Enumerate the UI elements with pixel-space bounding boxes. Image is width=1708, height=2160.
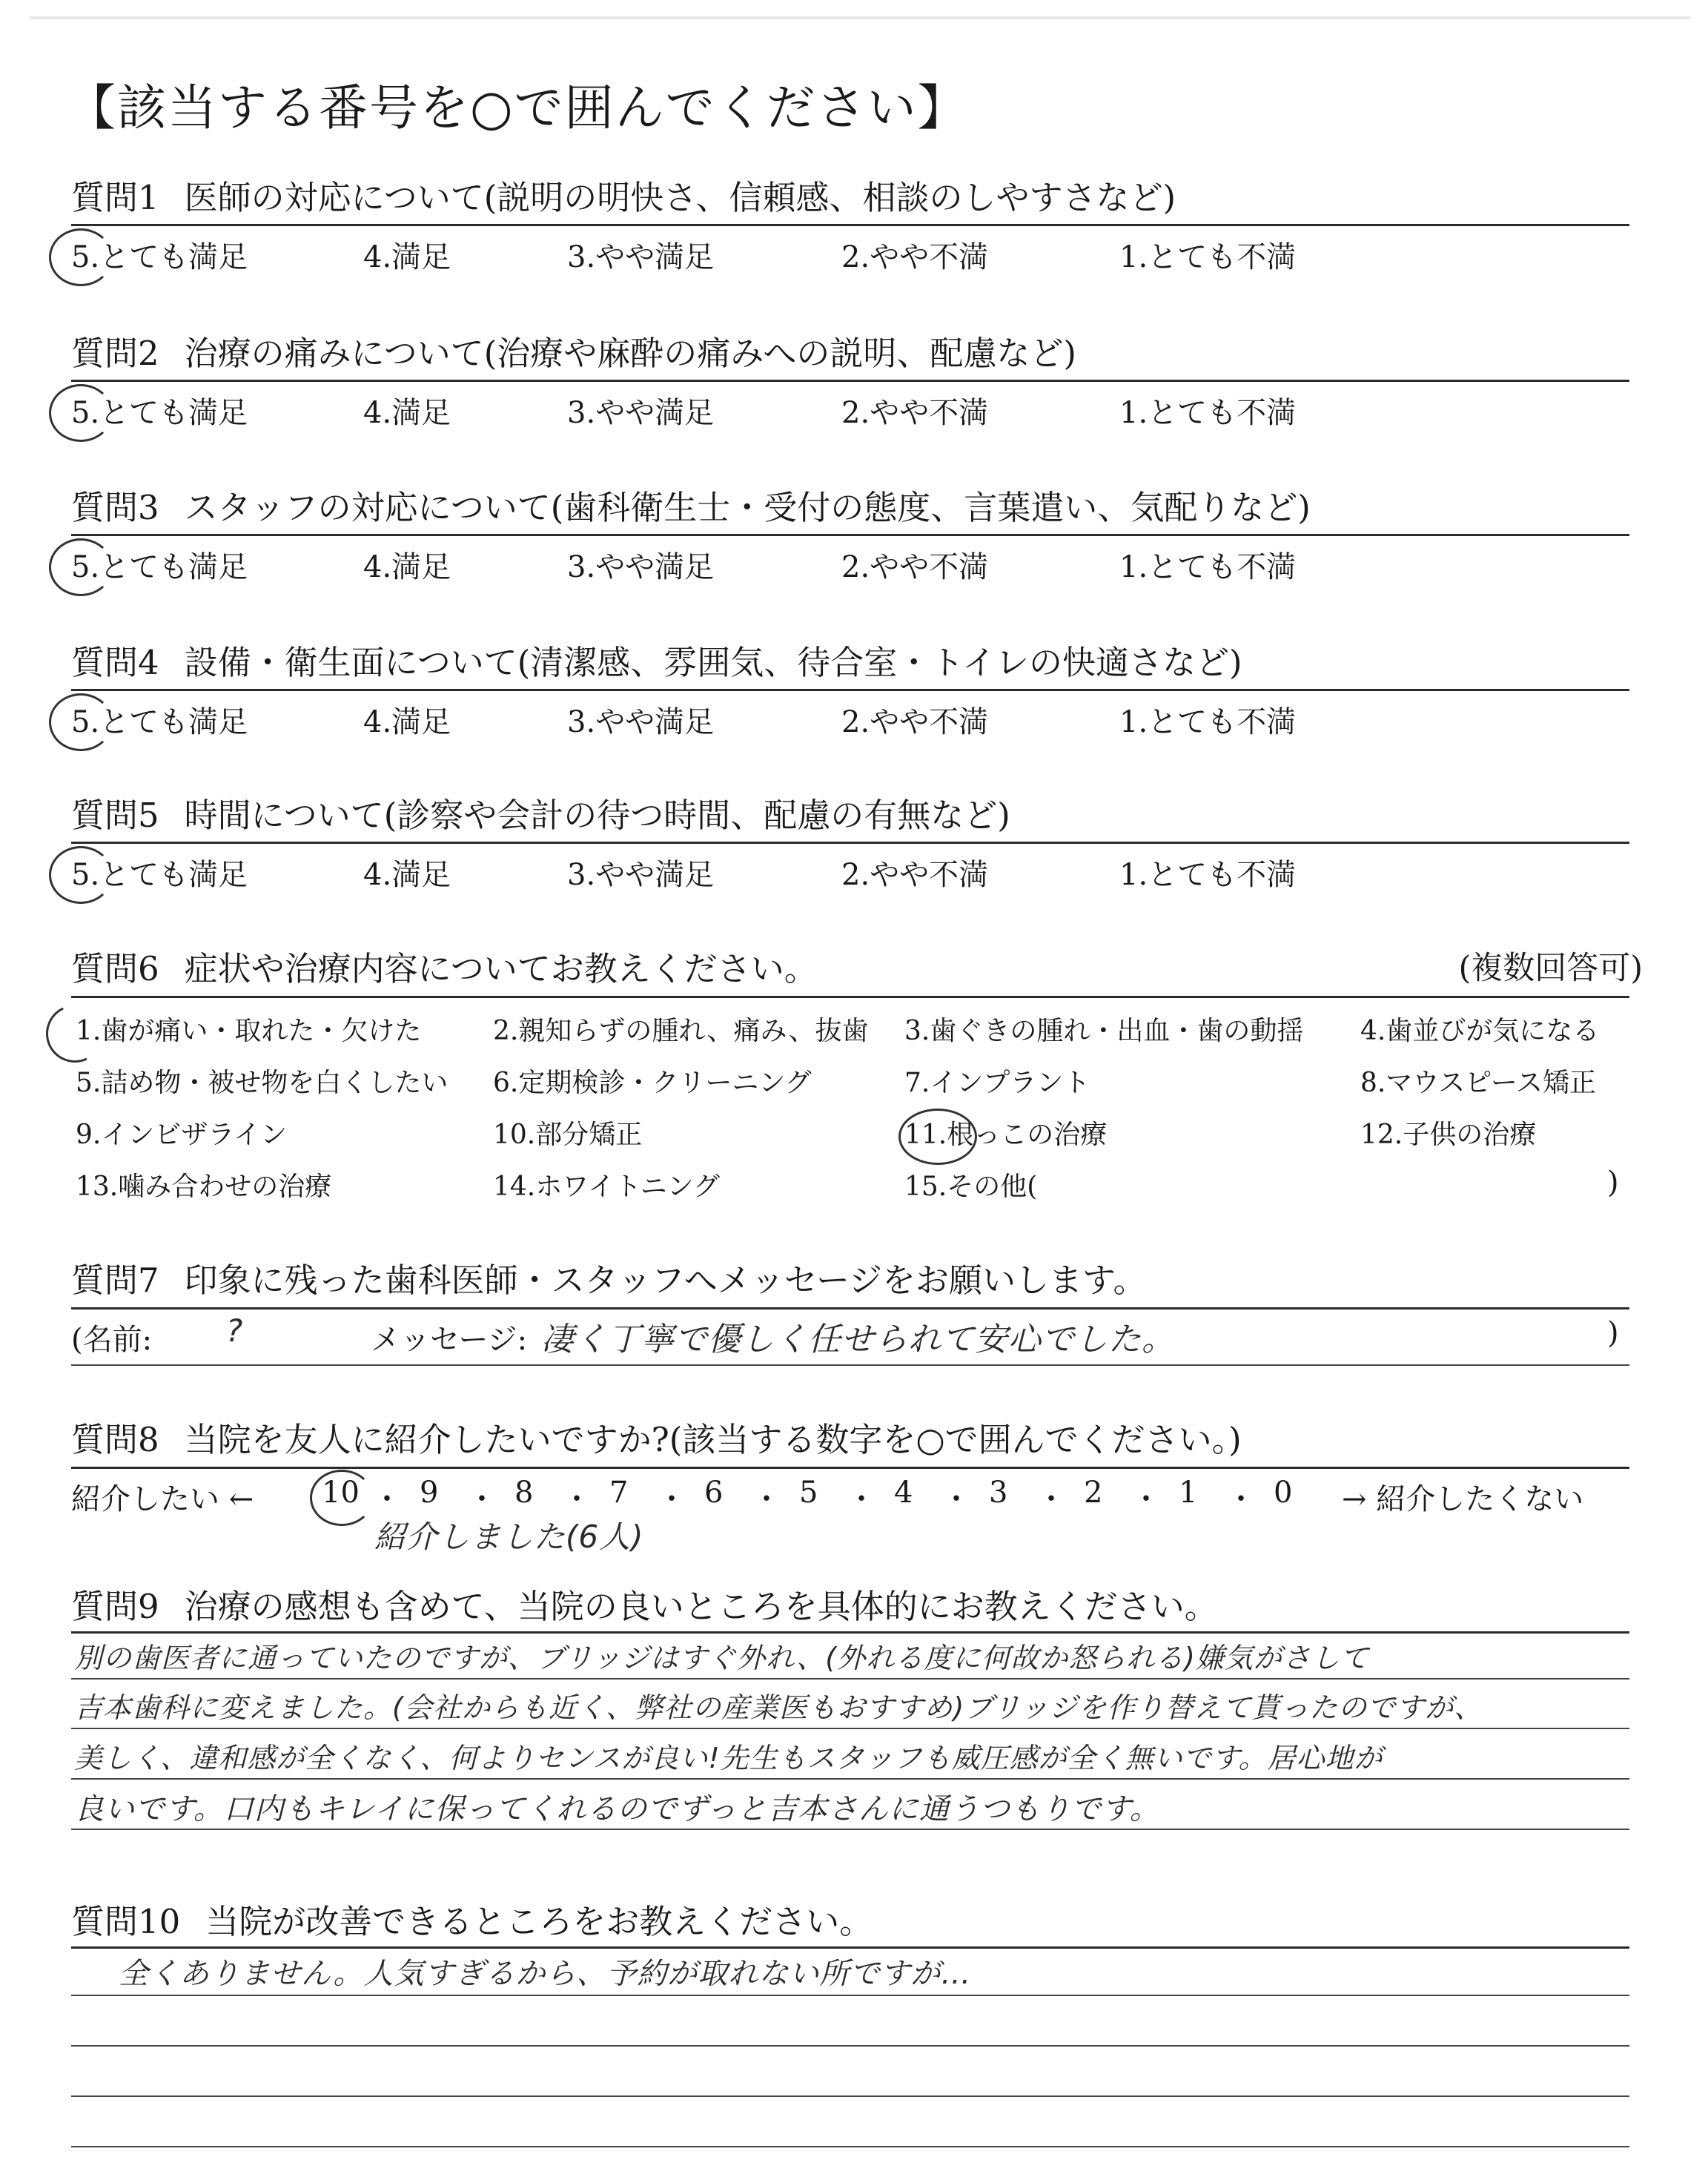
rating-option-5[interactable]: 5.とても満足: [71, 705, 248, 739]
question-label: 質問9: [71, 1587, 159, 1626]
question-label: 質問8: [71, 1420, 159, 1459]
rating-option-1[interactable]: 1.とても不満: [1119, 858, 1297, 892]
scale-number-7[interactable]: 7: [609, 1476, 629, 1510]
answer-line: [71, 1829, 1629, 1830]
scale-number-10[interactable]: 10: [322, 1476, 360, 1510]
divider: [71, 1631, 1629, 1634]
hand-circle-mark: [898, 1109, 977, 1165]
hand-circle-mark: [49, 538, 113, 596]
name-label: (名前:: [71, 1323, 153, 1357]
rating-option-1[interactable]: 1.とても不満: [1119, 240, 1297, 274]
divider: [71, 1364, 1629, 1366]
rating-option-3[interactable]: 3.やや満足: [567, 550, 715, 584]
q6-option-15[interactable]: 15.その他(: [904, 1172, 1038, 1202]
question-6-title: [71, 942, 818, 990]
close-paren: ): [1607, 1166, 1619, 1200]
hand-circle-mark: [49, 384, 113, 442]
rating-option-5[interactable]: 5.とても満足: [71, 550, 248, 584]
scale-separator: ・: [847, 1482, 876, 1516]
rating-option-4[interactable]: 4.満足: [363, 858, 451, 892]
rating-option-1[interactable]: 1.とても不満: [1119, 705, 1297, 739]
rating-option-1[interactable]: 1.とても不満: [1119, 550, 1297, 584]
scale-separator: ・: [752, 1482, 781, 1516]
name-value: ?: [226, 1312, 244, 1349]
question-text: 設備・衛生面について(清潔感、雰囲気、待合室・トイレの快適さなど): [184, 643, 1242, 682]
scale-separator: ・: [941, 1482, 971, 1516]
q6-option-3[interactable]: 3.歯ぐきの腫れ・出血・歯の動揺: [904, 1016, 1304, 1046]
scale-number-4[interactable]: 4: [894, 1476, 913, 1510]
question-label: 質問4: [71, 643, 159, 682]
recommend-note: 紹介しました(6人): [374, 1519, 644, 1555]
rating-option-4[interactable]: 4.満足: [363, 396, 451, 430]
divider: [71, 380, 1629, 382]
question-label: 質問7: [71, 1261, 159, 1300]
scale-right-label: → 紹介したくない: [1342, 1482, 1584, 1516]
question-text: 当院を友人に紹介したいですか?(該当する数字を○で囲んでください。): [184, 1420, 1242, 1459]
rating-option-4[interactable]: 4.満足: [363, 705, 451, 739]
divider: [71, 224, 1629, 226]
question-text: 症状や治療内容についてお教えください。: [184, 949, 818, 988]
scale-separator: ・: [1226, 1482, 1256, 1516]
scale-number-9[interactable]: 9: [420, 1476, 439, 1510]
q6-option-1[interactable]: 1.歯が痛い・取れた・欠けた: [76, 1016, 422, 1046]
rating-option-2[interactable]: 2.やや不満: [841, 705, 989, 739]
answer-line: [71, 2045, 1629, 2047]
hand-circle-mark: [49, 693, 113, 751]
scale-number-2[interactable]: 2: [1084, 1476, 1103, 1510]
answer-line: [71, 1728, 1629, 1729]
question-5-title: [71, 788, 1010, 836]
answer-line: [71, 1778, 1629, 1780]
scale-number-0[interactable]: 0: [1274, 1476, 1293, 1510]
rating-option-2[interactable]: 2.やや不満: [841, 240, 989, 274]
hand-circle-mark: [49, 846, 113, 904]
q6-option-8[interactable]: 8.マウスピース矯正: [1360, 1068, 1597, 1098]
scale-separator: ・: [657, 1482, 686, 1516]
divider: [71, 1467, 1629, 1469]
question-label: 質問2: [71, 334, 159, 373]
question-2-title: [71, 326, 1076, 374]
hand-circle-mark: [310, 1470, 374, 1526]
question-text: 医師の対応について(説明の明快さ、信頼感、相談のしやすさなど): [184, 178, 1176, 217]
q6-option-4[interactable]: 4.歯並びが気になる: [1360, 1016, 1600, 1046]
divider: [71, 842, 1629, 844]
rating-option-2[interactable]: 2.やや不満: [841, 858, 989, 892]
scale-separator: ・: [1036, 1482, 1066, 1516]
q6-option-14[interactable]: 14.ホワイトニング: [493, 1172, 721, 1202]
scale-separator: ・: [562, 1482, 592, 1516]
multiple-answer-note: (複数回答可): [1458, 950, 1643, 987]
q9-answer-line-4: 良いです。口内もキレイに保ってくれるのでずっと吉本さんに通うつもりです。: [74, 1792, 1160, 1826]
page-top-edge: [30, 16, 1690, 19]
q9-answer-line-3: 美しく、違和感が全くなく、何よりセンスが良い!先生もスタッフも威圧感が全く無いです。居心地が: [74, 1742, 1383, 1774]
rating-option-3[interactable]: 3.やや満足: [567, 705, 715, 739]
scale-number-5[interactable]: 5: [799, 1476, 818, 1510]
scale-separator: ・: [1131, 1482, 1161, 1516]
close-paren: ): [1607, 1316, 1619, 1350]
answer-line: [71, 1678, 1629, 1680]
question-1-title: [71, 171, 1176, 219]
scale-left-label: 紹介したい ←: [71, 1482, 254, 1516]
message-value: 凄く丁寧で優しく任せられて安心でした。: [541, 1321, 1175, 1358]
q6-option-13[interactable]: 13.噛み合わせの治療: [76, 1172, 332, 1202]
question-label: 質問6: [71, 949, 159, 988]
rating-option-2[interactable]: 2.やや不満: [841, 550, 989, 584]
rating-option-3[interactable]: 3.やや満足: [567, 240, 715, 274]
scale-separator: ・: [467, 1482, 497, 1516]
divider: [71, 534, 1629, 536]
answer-line: [71, 2146, 1629, 2147]
q6-option-12[interactable]: 12.子供の治療: [1360, 1120, 1537, 1150]
scale-separator: ・: [372, 1482, 402, 1516]
hand-circle-mark: [38, 997, 112, 1071]
question-4-title: [71, 635, 1242, 684]
q6-option-5[interactable]: 5.詰め物・被せ物を白くしたい: [76, 1068, 448, 1098]
question-text: スタッフの対応について(歯科衛生士・受付の態度、言葉遣い、気配りなど): [184, 488, 1311, 527]
question-text: 時間について(診察や会計の待つ時間、配慮の有無など): [184, 796, 1010, 835]
rating-option-5[interactable]: 5.とても満足: [71, 396, 248, 430]
q9-answer-line-2: 吉本歯科に変えました。(会社からも近く、弊社の産業医もおすすめ)ブリッジを作り替えて貰ったのですが、: [74, 1691, 1483, 1724]
rating-option-1[interactable]: 1.とても不満: [1119, 396, 1297, 430]
q6-option-9[interactable]: 9.インビザライン: [76, 1120, 288, 1150]
divider: [71, 689, 1629, 691]
question-text: 当院が改善できるところをお教えください。: [205, 1902, 873, 1941]
q6-option-6[interactable]: 6.定期検診・クリーニング: [493, 1068, 812, 1098]
answer-line: [71, 1995, 1629, 1996]
scale-number-8[interactable]: 8: [514, 1476, 534, 1510]
divider: [71, 996, 1629, 998]
question-8-title: [71, 1413, 1242, 1461]
question-7-title: [71, 1253, 1146, 1301]
rating-option-3[interactable]: 3.やや満足: [567, 396, 715, 430]
question-label: 質問3: [71, 488, 159, 527]
page-title: 【該当する番号を○で囲んでください】: [67, 79, 968, 136]
q6-option-11[interactable]: 11.根っこの治療: [904, 1120, 1108, 1150]
answer-line: [71, 2095, 1629, 2097]
q6-option-7[interactable]: 7.インプラント: [904, 1068, 1090, 1098]
rating-option-4[interactable]: 4.満足: [363, 550, 451, 584]
divider: [71, 1946, 1629, 1949]
question-text: 治療の痛みについて(治療や麻酔の痛みへの説明、配慮など): [184, 334, 1076, 373]
improvement-answer: 全くありません。人気すぎるから、予約が取れない所ですが…: [119, 1957, 972, 1991]
rating-option-2[interactable]: 2.やや不満: [841, 396, 989, 430]
rating-option-5[interactable]: 5.とても満足: [71, 240, 248, 274]
rating-option-5[interactable]: 5.とても満足: [71, 858, 248, 892]
q6-option-10[interactable]: 10.部分矯正: [493, 1120, 643, 1150]
message-label: メッセージ:: [371, 1323, 528, 1357]
question-label: 質問1: [71, 178, 159, 217]
question-9-title: [71, 1579, 1218, 1628]
scale-number-6[interactable]: 6: [704, 1476, 724, 1510]
hand-circle-mark: [49, 228, 113, 286]
rating-option-4[interactable]: 4.満足: [363, 240, 451, 274]
q9-answer-line-1: 別の歯医者に通っていたのですが、ブリッジはすぐ外れ、(外れる度に何故か怒られる)嫌気がさして: [74, 1642, 1369, 1674]
question-label: 質問10: [71, 1902, 181, 1941]
divider: [71, 1307, 1629, 1309]
question-text: 印象に残った歯科医師・スタッフへメッセージをお願いします。: [184, 1261, 1147, 1300]
scale-number-1[interactable]: 1: [1179, 1476, 1198, 1510]
rating-option-3[interactable]: 3.やや満足: [567, 858, 715, 892]
question-3-title: [71, 480, 1311, 529]
question-text: 治療の感想も含めて、当院の良いところを具体的にお教えください。: [184, 1587, 1218, 1626]
question-10-title: [71, 1895, 873, 1943]
q6-option-2[interactable]: 2.親知らずの腫れ、痛み、抜歯: [493, 1016, 869, 1046]
question-label: 質問5: [71, 796, 159, 835]
scale-number-3[interactable]: 3: [989, 1476, 1008, 1510]
